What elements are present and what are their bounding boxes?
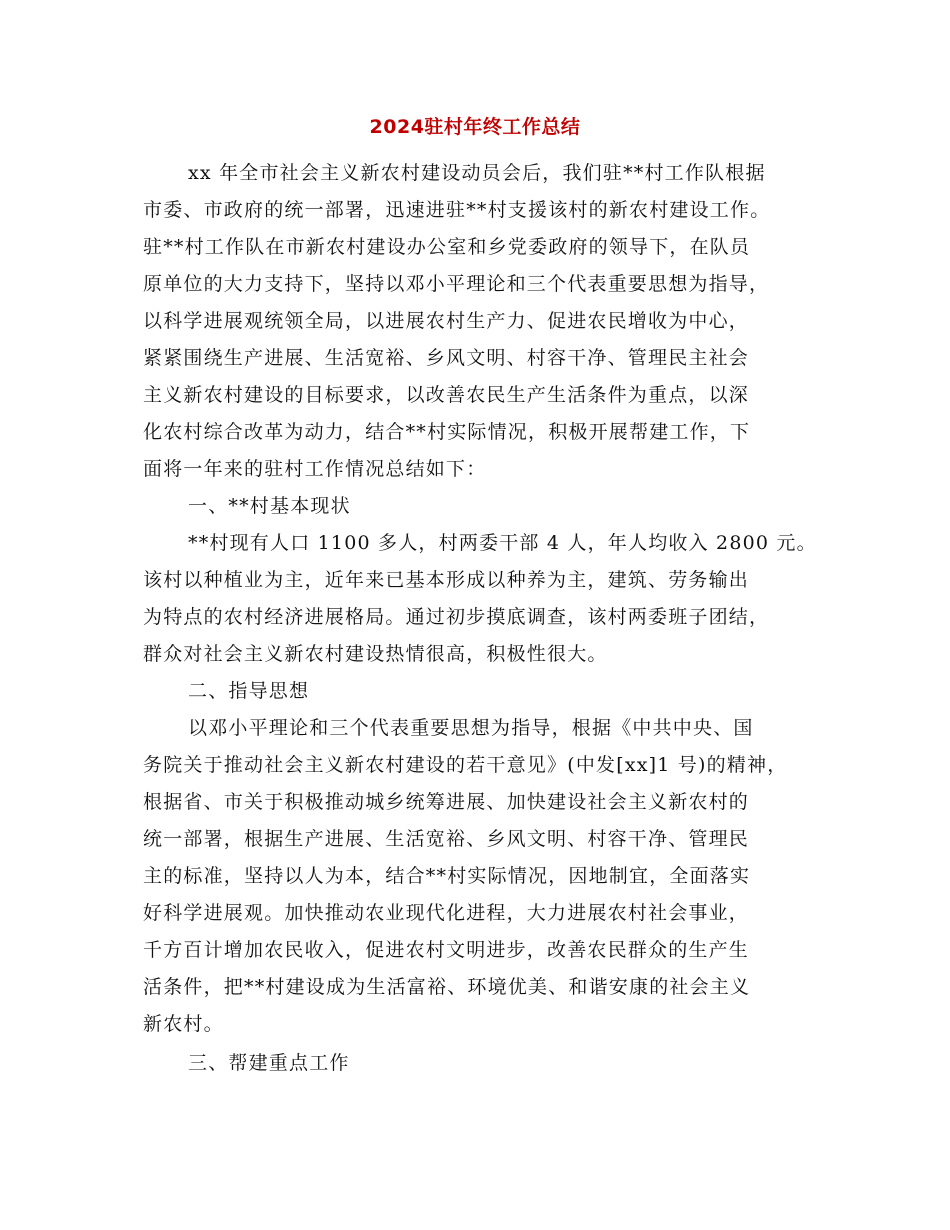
section-heading: 一、**村基本现状: [188, 495, 351, 517]
paragraph-line: 该村以种植业为主，近年来已基本形成以种养为主，建筑、劳务输出: [143, 569, 750, 591]
paragraph-line: 活条件，把**村建设成为生活富裕、环境优美、和谐安康的社会主义: [143, 976, 751, 998]
paragraph-line: 驻**村工作队在市新农村建设办公室和乡党委政府的领导下，在队员: [143, 236, 751, 258]
paragraph-line: 统一部署，根据生产进展、生活宽裕、乡风文明、村容干净、管理民: [143, 828, 750, 850]
paragraph-line: 以科学进展观统领全局，以进展农村生产力、促进农民增收为中心，: [143, 310, 750, 332]
paragraph-line: 化农村综合改革为动力，结合**村实际情况，积极开展帮建工作，下: [143, 421, 751, 443]
paragraph-line: 好科学进展观。加快推动农业现代化进程，大力进展农村社会事业，: [143, 902, 750, 924]
paragraph-line: 群众对社会主义新农村建设热情很高，积极性很大。: [143, 643, 608, 665]
paragraph-line: 紧紧围绕生产进展、生活宽裕、乡风文明、村容干净、管理民主社会: [143, 347, 750, 369]
paragraph-line: 千方百计增加农民收入，促进农村文明进步，改善农民群众的生产生: [143, 939, 750, 961]
paragraph-line: 面将一年来的驻村工作情况总结如下：: [143, 458, 487, 480]
paragraph-line: 以邓小平理论和三个代表重要思想为指导，根据《中共中央、国: [188, 717, 754, 739]
paragraph-line: 务院关于推动社会主义新农村建设的若干意见》(中发[xx]1 号)的精神，: [143, 754, 788, 776]
paragraph-line: 为特点的农村经济进展格局。通过初步摸底调查，该村两委班子团结，: [143, 606, 770, 628]
section-heading: 三、帮建重点工作: [188, 1052, 350, 1074]
paragraph-line: xx 年全市社会主义新农村建设动员会后，我们驻**村工作队根据: [188, 162, 766, 184]
paragraph-line: 新农村。: [143, 1013, 224, 1035]
paragraph-line: 市委、市政府的统一部署，迅速进驻**村支援该村的新农村建设工作。: [143, 199, 771, 221]
paragraph-line: 主义新农村建设的目标要求，以改善农民生产生活条件为重点，以深: [143, 384, 750, 406]
paragraph-line: 原单位的大力支持下，坚持以邓小平理论和三个代表重要思想为指导，: [143, 273, 770, 295]
paragraph-line: 根据省、市关于积极推动城乡统筹进展、加快建设社会主义新农村的: [143, 791, 750, 813]
paragraph-line: 主的标准，坚持以人为本，结合**村实际情况，因地制宜，全面落实: [143, 865, 751, 887]
section-heading: 二、指导思想: [188, 680, 310, 702]
document-title: 2024驻村年终工作总结: [369, 116, 581, 138]
paragraph-line: **村现有人口 1100 多人，村两委干部 4 人，年人均收入 2800 元。: [188, 532, 817, 554]
